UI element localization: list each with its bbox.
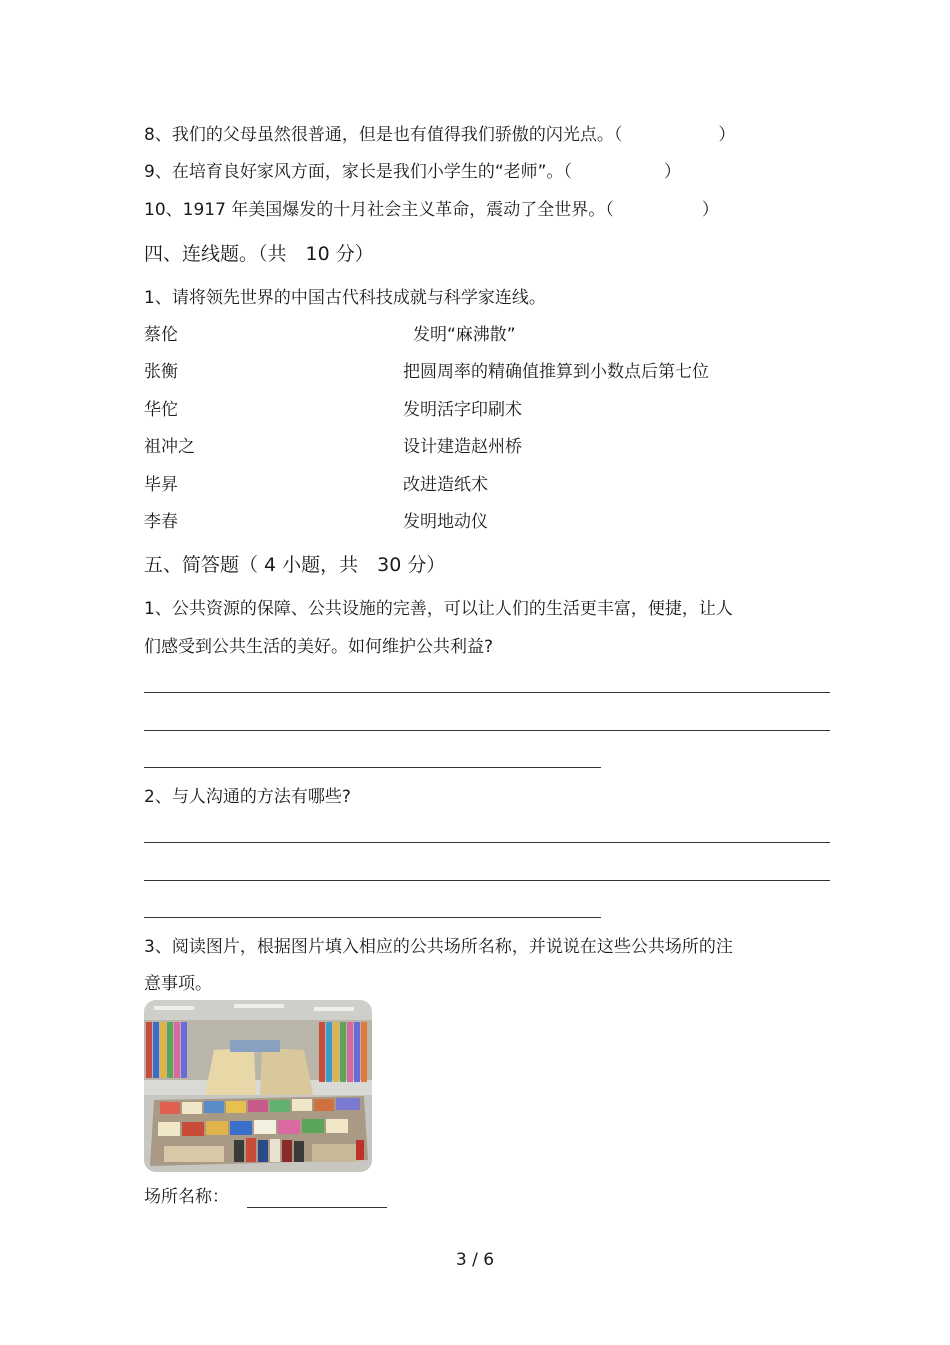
place-name-row bbox=[144, 1186, 387, 1208]
answer-line[interactable] bbox=[144, 842, 830, 843]
answer-line[interactable] bbox=[144, 692, 830, 693]
scientist-name: 蔡伦 bbox=[144, 325, 178, 345]
section4-heading: 四、连线题。（共 10 分） bbox=[144, 243, 374, 265]
section5-heading: 五、简答题（ 4 小题，共 30 分） bbox=[144, 554, 446, 576]
scientist-name: 毕昇 bbox=[144, 475, 178, 495]
achievement: 发明“麻沸散” bbox=[413, 325, 516, 345]
achievement: 设计建造赵州桥 bbox=[403, 437, 522, 457]
answer-line[interactable] bbox=[144, 917, 601, 918]
tf-item-9: 9、在培育良好家风方面，家长是我们小学生的“老师”。（ ） bbox=[144, 162, 681, 182]
scientist-name: 华佗 bbox=[144, 400, 178, 420]
bookstore-illustration bbox=[144, 1000, 372, 1172]
section5-question-1-line2: 们感受到公共生活的美好。如何维护公共利益? bbox=[144, 637, 494, 657]
answer-line[interactable] bbox=[144, 880, 830, 881]
answer-line[interactable] bbox=[144, 767, 601, 768]
place-name-blank[interactable] bbox=[247, 1189, 387, 1208]
section4-question-1: 1、请将领先世界的中国古代科技成就与科学家连线。 bbox=[144, 288, 546, 308]
achievement: 改进造纸术 bbox=[403, 475, 488, 495]
bookstore-photo bbox=[144, 1000, 372, 1172]
tf-item-8: 8、我们的父母虽然很普通，但是也有值得我们骄傲的闪光点。（ ） bbox=[144, 125, 736, 145]
scientist-name: 李春 bbox=[144, 512, 178, 532]
page-number: 3 / 6 bbox=[455, 1250, 495, 1270]
achievement: 发明活字印刷术 bbox=[403, 400, 522, 420]
achievement: 把圆周率的精确值推算到小数点后第七位 bbox=[403, 362, 709, 382]
answer-line[interactable] bbox=[144, 730, 830, 731]
section5-question-3-line2: 意事项。 bbox=[144, 974, 212, 994]
section5-question-3-line1: 3、阅读图片，根据图片填入相应的公共场所名称，并说说在这些公共场所的注 bbox=[144, 937, 733, 957]
scientist-name: 张衡 bbox=[144, 362, 178, 382]
place-name-label: 场所名称： bbox=[144, 1187, 229, 1207]
tf-item-10: 10、1917 年美国爆发的十月社会主义革命，震动了全世界。（ ） bbox=[144, 200, 719, 220]
section5-question-1-line1: 1、公共资源的保障、公共设施的完善，可以让人们的生活更丰富，便捷，让人 bbox=[144, 599, 733, 619]
achievement: 发明地动仪 bbox=[403, 512, 488, 532]
scientist-name: 祖冲之 bbox=[144, 437, 195, 457]
section5-question-2: 2、与人沟通的方法有哪些? bbox=[144, 787, 351, 807]
